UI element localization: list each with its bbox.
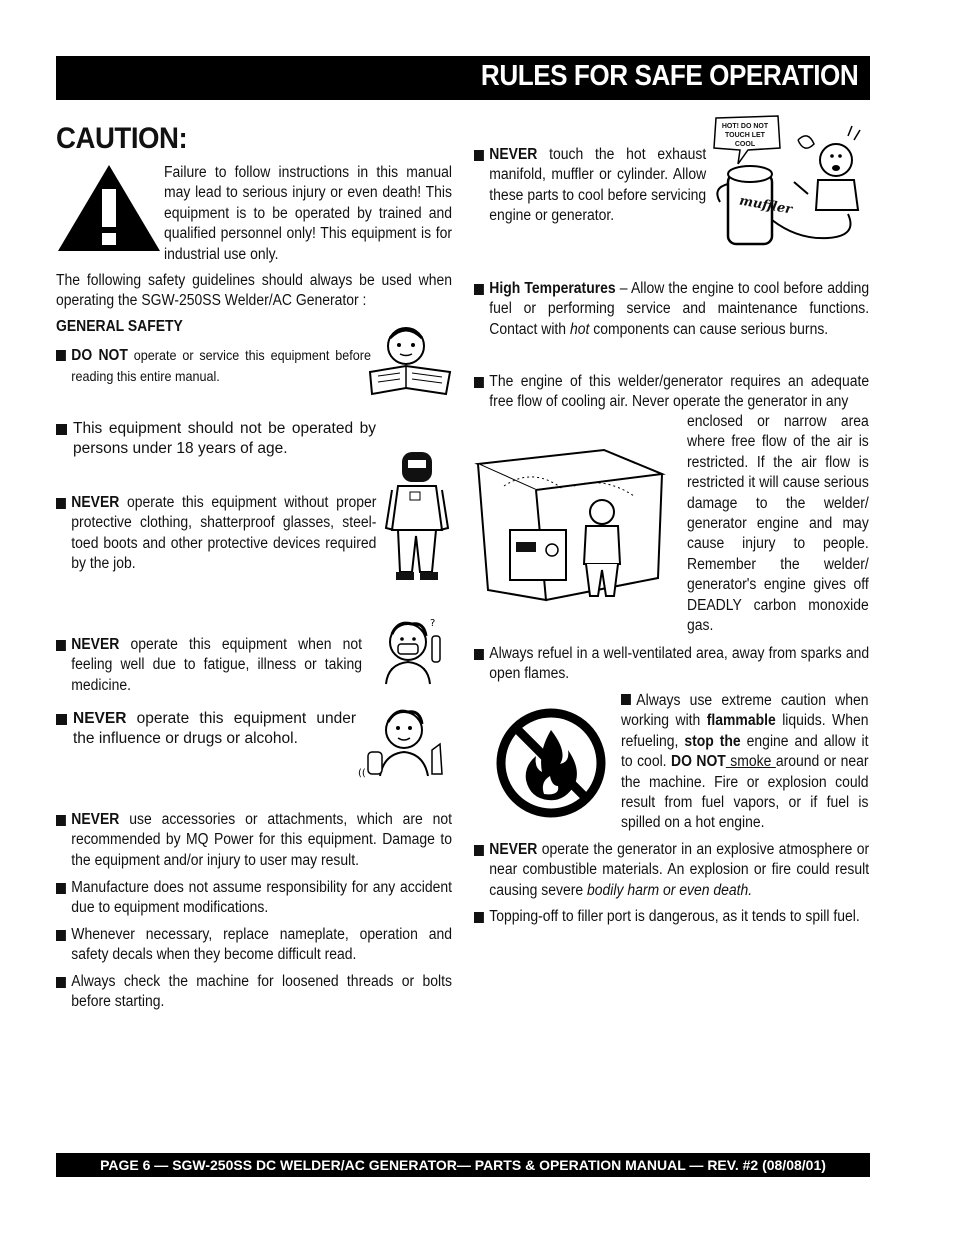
bullet-airflow: The engine of this welder/generator requires an adequate free flow of cooling air. Never operate the generator in any: [474, 372, 869, 413]
bullet-influence: NEVER operate this equipment under the influence or drugs or alcohol.: [56, 709, 356, 750]
enclosed-generator-icon: [474, 446, 682, 606]
guidelines-intro: The following safety guidelines should always be used when operating the SGW-250SS Welder/AC Generator :: [56, 272, 452, 310]
bullet-explosive-atmosphere: NEVER operate the generator in an explosive atmosphere or near combustible materials. An explosion or fire could result causing severe bodily harm or even death.: [474, 840, 869, 901]
page-title: RULES FOR SAFE OPERATION: [480, 60, 858, 92]
bullet-high-temperatures: High Temperatures – Allow the engine to cool before adding fuel or performing service and maintenance functions. Contact with hot components can cause serious burns.: [474, 279, 869, 340]
general-safety-heading: GENERAL SAFETY: [56, 318, 183, 335]
bullet-protective-clothing: NEVER operate this equipment without proper protective clothing, shatterproof glasses, steel-toed boots and other protective devices required by the job.: [56, 493, 376, 575]
bullet-nameplate: Whenever necessary, replace nameplate, operation and safety decals when they become difficult read.: [56, 925, 452, 966]
warning-triangle-icon: [56, 163, 162, 253]
bullet-threads: Always check the machine for loosened threads or bolts before starting.: [56, 972, 452, 1013]
header-bar: [56, 56, 870, 100]
drunk-person-icon: [356, 700, 452, 780]
bullet-hot-exhaust: NEVER touch the hot exhaust manifold, muffler or cylinder. Allow these parts to cool before servicing engine or generator.: [474, 145, 706, 227]
footer-text: PAGE 6 — SGW-250SS DC WELDER/AC GENERATOR— PARTS & OPERATION MANUAL — REV. #2 (08/08/01): [100, 1157, 826, 1173]
no-flame-icon: [494, 706, 608, 820]
airflow-continued: enclosed or narrow area where free flow of the air is restricted. If the air flow is restricted it will cause serious damage to the welder/ generator engine and may cause injury to people. Remember the welder/ generator's engine gives off DEADLY carbon monoxide gas.: [687, 413, 869, 635]
reading-manual-icon: [366, 322, 454, 398]
bullet-fatigue: NEVER operate this equipment when not feeling well due to fatigue, illness or taking medicine.: [56, 635, 362, 696]
footer-bar: [56, 1153, 870, 1177]
svg-text:?: ?: [430, 618, 436, 629]
caution-heading: CAUTION:: [56, 122, 188, 155]
muffler-label: muffler: [738, 193, 794, 218]
bullet-topping-off: Topping-off to filler port is dangerous, as it tends to spill fuel.: [474, 907, 869, 927]
bullet-do-not-operate: DO NOT operate or service this equipment before reading this entire manual.: [56, 345, 371, 388]
bubble-text: HOT! DO NOT TOUCH LET COOL: [721, 123, 769, 148]
bullet-manufacture: Manufacture does not assume responsibility for any accident due to equipment modifications.: [56, 878, 452, 919]
sick-person-icon: [378, 612, 450, 686]
flammable-liquids: Always use extreme caution when working with flammable liquids. When refueling, stop the engine and allow it to cool. DO NOT smoke around or near the machine. Fire or explosion could result from fuel vapors, or if fuel is spilled on a hot engine.: [621, 692, 869, 832]
bullet-refuel: Always refuel in a well-ventilated area, away from sparks and open flames.: [474, 644, 869, 685]
caution-intro: Failure to follow instructions in this manual may lead to serious injury or even death! This equipment is to be operated by trained and qualified personnel only! This equipment is for industrial use only.: [164, 164, 452, 263]
bullet-under-18: This equipment should not be operated by persons under 18 years of age.: [56, 419, 376, 460]
welder-person-icon: [384, 450, 450, 582]
svg-text:((: ((: [358, 768, 366, 779]
bullet-accessories: NEVER use accessories or attachments, which are not recommended by MQ Power for this equipment. Damage to the equipment and/or injury to user may result.: [56, 810, 452, 871]
